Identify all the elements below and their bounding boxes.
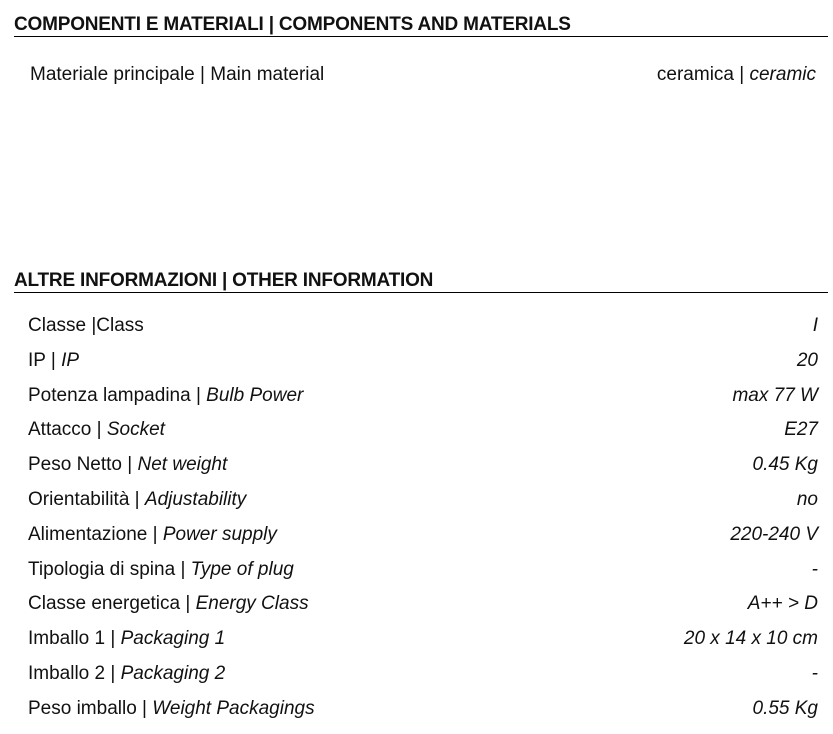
info-row-label-it: Peso imballo | bbox=[28, 697, 153, 719]
info-row-label-it: Classe |Class bbox=[28, 315, 144, 336]
info-row-label-it: Tipologia di spina | bbox=[28, 558, 191, 580]
info-row-label bbox=[28, 419, 165, 441]
info-row bbox=[28, 415, 818, 445]
info-row-value: A++ > D bbox=[747, 593, 818, 615]
info-row-label bbox=[28, 315, 144, 337]
info-row-label-it: Peso Netto | bbox=[28, 454, 138, 476]
main-material-value-en: ceramic bbox=[749, 64, 816, 85]
info-row-label-it: Imballo 2 | bbox=[28, 663, 121, 684]
main-material-value-it: ceramica | bbox=[656, 64, 750, 85]
info-row-label-en: Socket bbox=[106, 419, 165, 441]
info-row-value: E27 bbox=[784, 419, 818, 441]
info-row-label bbox=[28, 350, 79, 372]
info-row-label-it: Potenza lampadina | bbox=[28, 384, 207, 406]
info-row-label bbox=[28, 385, 303, 407]
info-row-label-en: Bulb Power bbox=[206, 384, 304, 406]
info-row-label-en: Type of plug bbox=[190, 558, 294, 580]
info-row-label-it: Alimentazione | bbox=[28, 523, 163, 545]
info-row-label-it: Orientabilità | bbox=[28, 489, 145, 510]
info-row-label-en: Power supply bbox=[162, 523, 277, 545]
info-row-label-it: Imballo 1 | bbox=[28, 628, 121, 650]
info-row bbox=[28, 659, 818, 689]
main-material-value bbox=[657, 64, 816, 86]
main-material-row bbox=[30, 60, 816, 90]
info-row-label bbox=[28, 489, 246, 511]
info-row bbox=[28, 381, 818, 411]
info-row bbox=[28, 311, 818, 341]
info-row-label bbox=[28, 698, 315, 720]
info-row-label bbox=[28, 663, 225, 685]
info-row-label bbox=[28, 524, 277, 546]
info-row-value: 220-240 V bbox=[730, 523, 818, 545]
info-row-value: no bbox=[796, 489, 818, 510]
info-row-label-en: Weight Packagings bbox=[152, 697, 315, 719]
info-row-value: max 77 W bbox=[732, 384, 818, 406]
info-row-label-it: Classe energetica | bbox=[28, 593, 196, 615]
info-row bbox=[28, 694, 818, 724]
components-section-title: COMPONENTI E MATERIALI | COMPONENTS AND MATERIALS bbox=[14, 14, 828, 37]
info-row-value: - bbox=[811, 663, 818, 684]
info-row-label-en: Net weight bbox=[137, 454, 228, 476]
info-row-label-en: Packaging 1 bbox=[120, 628, 226, 650]
main-material-label: Materiale principale | Main material bbox=[30, 64, 325, 85]
info-row-label bbox=[28, 593, 309, 615]
info-row bbox=[28, 346, 818, 376]
info-row bbox=[28, 589, 818, 619]
info-row-value: 20 bbox=[796, 349, 818, 371]
info-row bbox=[28, 555, 818, 585]
info-row-label-en: IP bbox=[61, 349, 80, 371]
info-row-value: 0.45 Kg bbox=[752, 454, 818, 476]
info-row-label bbox=[28, 628, 225, 650]
other-info-section-title: ALTRE INFORMAZIONI | OTHER INFORMATION bbox=[14, 270, 828, 293]
info-row-label-en: Energy Class bbox=[195, 593, 309, 615]
info-row-label bbox=[28, 454, 227, 476]
info-row-label-en: Adjustability bbox=[144, 489, 247, 510]
info-row-value: 0.55 Kg bbox=[752, 697, 818, 719]
info-row-value: - bbox=[811, 558, 818, 580]
info-row bbox=[28, 520, 818, 550]
info-row bbox=[28, 485, 818, 515]
info-row-value: I bbox=[812, 315, 818, 336]
info-row-label-en: Packaging 2 bbox=[120, 663, 226, 684]
info-row-label-it: IP | bbox=[28, 349, 62, 371]
info-row bbox=[28, 450, 818, 480]
info-row bbox=[28, 624, 818, 654]
info-row-label bbox=[28, 559, 294, 581]
info-row-value: 20 x 14 x 10 cm bbox=[683, 628, 818, 650]
info-row-label-it: Attacco | bbox=[28, 419, 107, 441]
